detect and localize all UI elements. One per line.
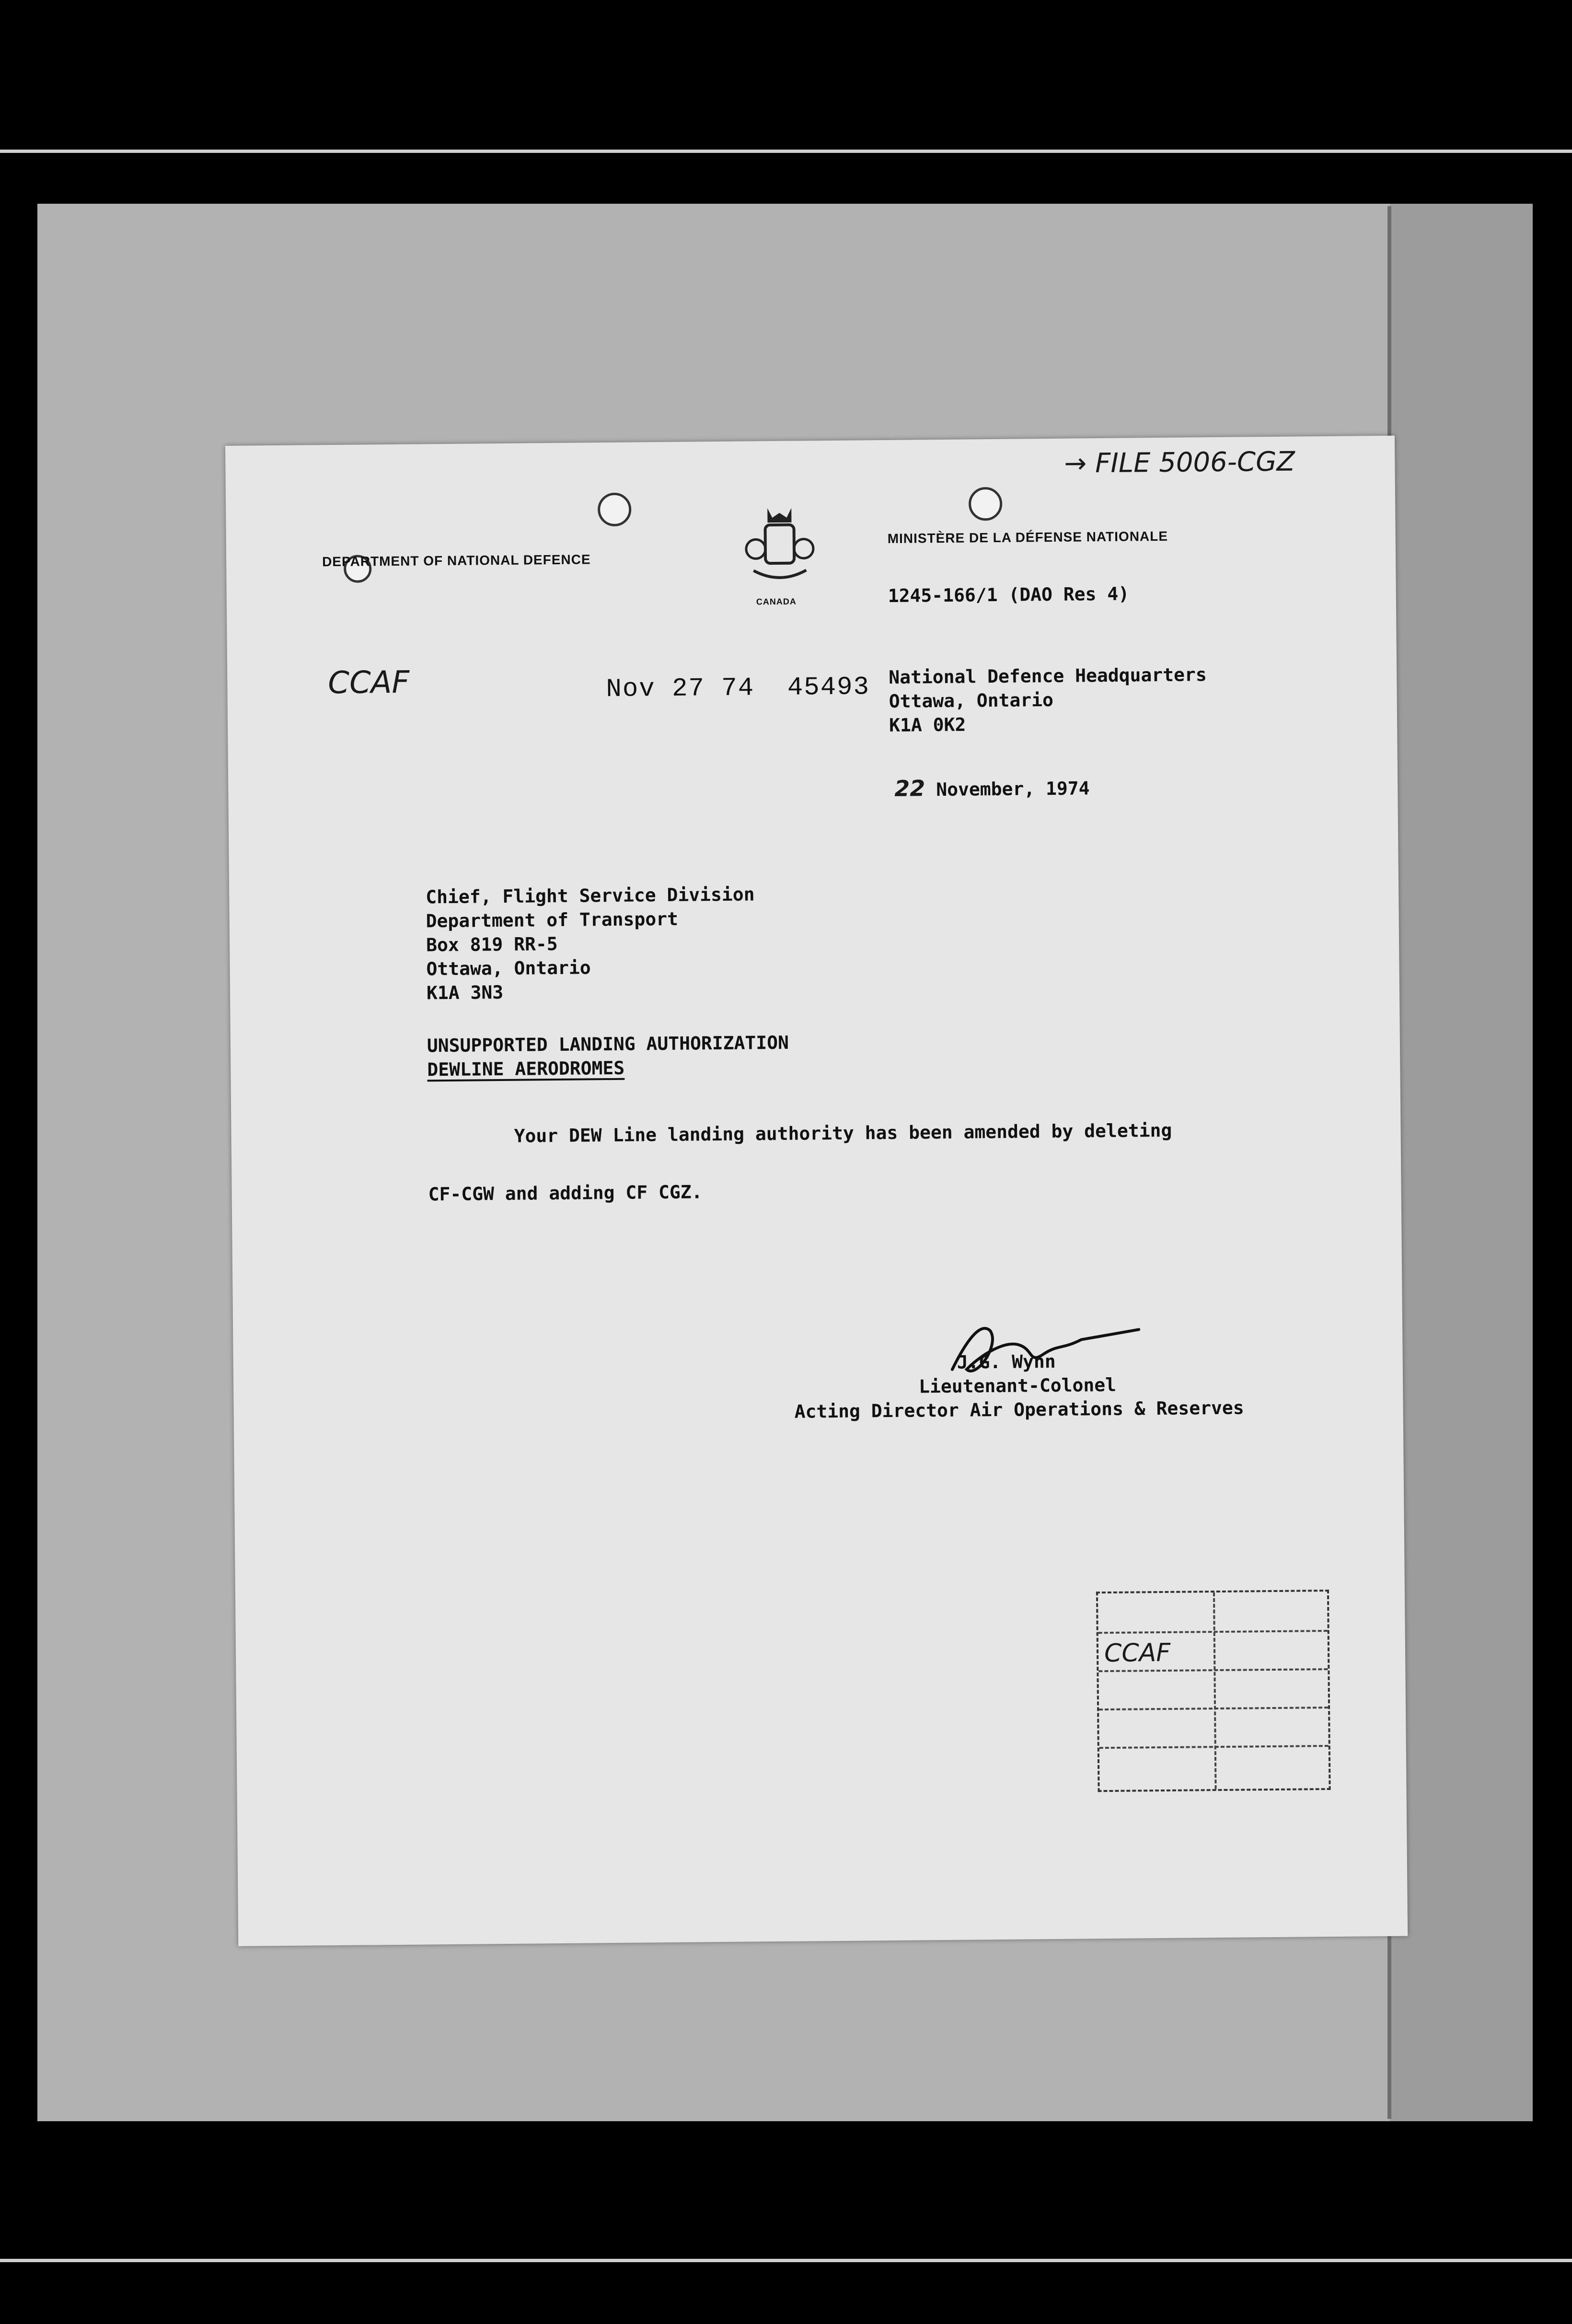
recipient-line: Ottawa, Ontario — [426, 957, 591, 980]
sender-line: Ottawa, Ontario — [889, 689, 1054, 712]
date-day-handwritten: 22 — [894, 775, 925, 802]
letter-page — [225, 436, 1408, 1946]
body-line-1: Your DEW Line landing authority has been amended by deleting — [514, 1119, 1172, 1147]
bottom-rule — [0, 2259, 1572, 2262]
stamp-divider — [1099, 1707, 1328, 1710]
recipient-line: K1A 3N3 — [426, 981, 504, 1004]
file-number-note: → FILE 5006-CGZ — [1064, 446, 1295, 479]
stamp-divider — [1098, 1630, 1328, 1634]
sender-line: K1A 0K2 — [889, 714, 966, 736]
subject — [427, 1031, 789, 1082]
subject-line: DEWLINE AERODROMES — [427, 1057, 625, 1081]
signatory-rank: Lieutenant-Colonel — [918, 1374, 1117, 1397]
ccaf-note: CCAF — [328, 664, 410, 701]
recipient-line: Box 819 RR-5 — [426, 933, 558, 956]
stamp-divider — [1099, 1745, 1329, 1749]
top-rule — [0, 150, 1572, 153]
signatory-name: J.G. Wynn — [957, 1350, 1056, 1373]
stamp-entry: CCAF — [1104, 1638, 1171, 1668]
canada-crest-icon — [743, 503, 816, 604]
punch-hole — [969, 487, 1003, 521]
punch-hole — [598, 493, 632, 527]
sender-address — [889, 662, 1207, 737]
stamp-divider — [1098, 1668, 1328, 1672]
date-text: November, 1974 — [925, 778, 1090, 801]
dept-name-en: DEPARTMENT OF NATIONAL DEFENCE — [322, 552, 591, 569]
recipient-address — [426, 882, 755, 1005]
body-line-2: CF-CGW and adding CF CGZ. — [428, 1181, 703, 1205]
routing-stamp — [1096, 1590, 1331, 1792]
reference-number: 1245-166/1 (DAO Res 4) — [888, 583, 1130, 606]
recipient-line: Department of Transport — [426, 908, 679, 932]
received-date-stamp: Nov 27 74 45493 — [606, 673, 870, 705]
dept-name-fr: MINISTÈRE DE LA DÉFENSE NATIONALE — [887, 528, 1168, 546]
subject-line: UNSUPPORTED LANDING AUTHORIZATION — [427, 1032, 789, 1057]
crest-label: CANADA — [756, 596, 797, 607]
sender-line: National Defence Headquarters — [889, 664, 1207, 688]
folder-tab — [1390, 204, 1533, 2121]
signature-block — [919, 1349, 1117, 1399]
signatory-title: Acting Director Air Operations & Reserves — [794, 1397, 1244, 1422]
stamp-divider — [1213, 1592, 1217, 1789]
recipient-line: Chief, Flight Service Division — [426, 883, 755, 908]
letter-date — [894, 775, 1090, 802]
